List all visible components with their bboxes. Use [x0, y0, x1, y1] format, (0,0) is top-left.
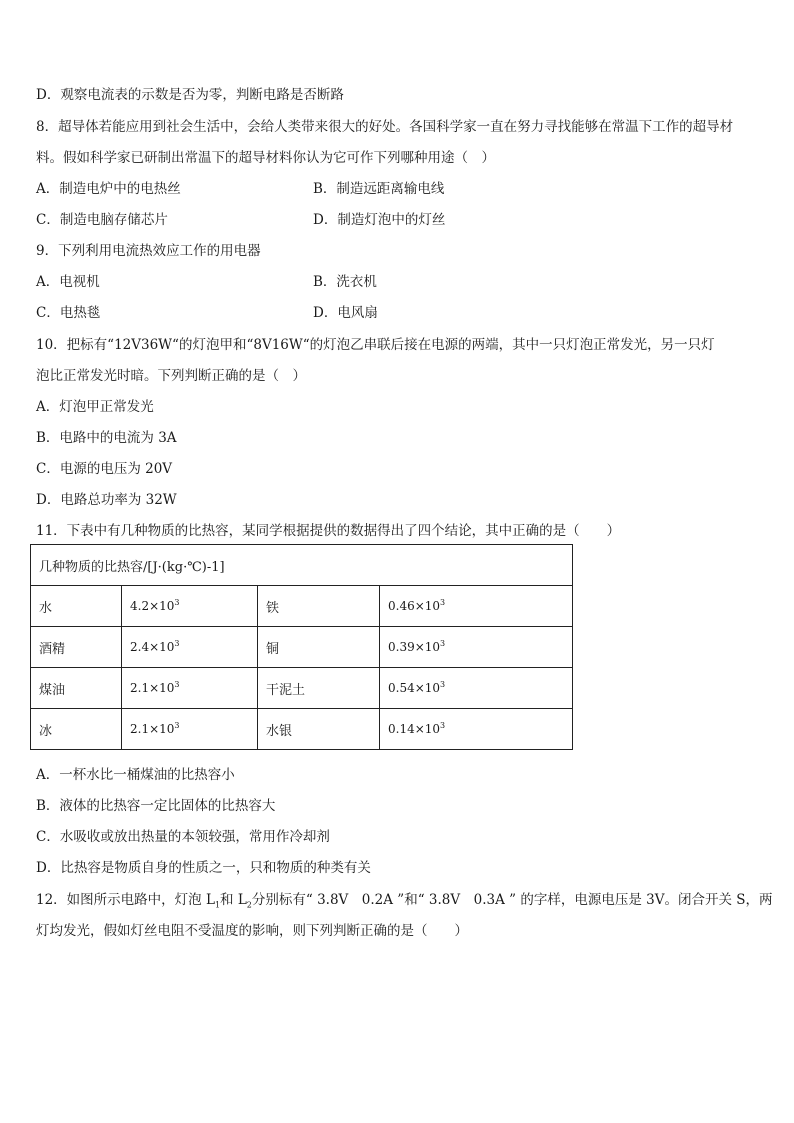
material-name: 冰: [31, 709, 122, 750]
q10-option-a: A．灯泡甲正常发光: [36, 399, 154, 415]
table-row: [31, 586, 573, 627]
q10-option-d: D．电路总功率为 32W: [36, 492, 177, 508]
material-name: 酒精: [31, 627, 122, 668]
q10-stem-line-1: 10．把标有“12V36W“的灯泡甲和“8V16W“的灯泡乙串联后接在电源的两端，其中一只灯泡正常发光，另一只灯: [36, 337, 715, 353]
table-header-row: [31, 545, 573, 586]
q10-option-c: C．电源的电压为 20V: [36, 461, 173, 477]
q11-option-d: D．比热容是物质自身的性质之一，只和物质的种类有关: [36, 860, 371, 876]
q8-option-d: D．制造灯泡中的灯丝: [313, 212, 446, 228]
q12-stem-line-2: 灯均发光，假如灯丝电阻不受温度的影响，则下列判断正确的是（ ）: [36, 923, 468, 939]
specific-heat-value: $0.14\times 10^3$: [380, 709, 573, 750]
table-header: 几种物质的比热容/[J·(kg·℃)-1]: [31, 545, 573, 586]
material-name: 铁: [258, 586, 380, 627]
q11-option-a: A．一杯水比一桶煤油的比热容小: [36, 767, 235, 783]
specific-heat-value: $2.4\times 10^3$: [122, 627, 258, 668]
material-name: 铜: [258, 627, 380, 668]
q8-option-b: B．制造远距离输电线: [313, 181, 445, 197]
material-name: 水银: [258, 709, 380, 750]
specific-heat-value: $0.54\times 10^3$: [380, 668, 573, 709]
q8-option-c: C．制造电脑存储芯片: [36, 212, 168, 228]
table-row: [31, 668, 573, 709]
specific-heat-value: $2.1\times 10^3$: [122, 709, 258, 750]
specific-heat-table: [30, 544, 573, 750]
q9-option-b: B．洗衣机: [313, 274, 377, 290]
q9-option-c: C．电热毯: [36, 305, 101, 321]
q9-option-d: D．电风扇: [313, 305, 378, 321]
specific-heat-value: $4.2\times 10^3$: [122, 586, 258, 627]
q10-stem-line-2: 泡比正常发光时暗。下列判断正确的是（ ）: [36, 368, 306, 384]
q11-option-b: B．液体的比热容一定比固体的比热容大: [36, 798, 276, 814]
table-row: [31, 627, 573, 668]
q8-option-a: A．制造电炉中的电热丝: [36, 181, 181, 197]
q11-option-c: C．水吸收或放出热量的本领较强，常用作冷却剂: [36, 829, 330, 845]
material-name: 水: [31, 586, 122, 627]
q10-option-b: B．电路中的电流为 3A: [36, 430, 177, 446]
q9-option-a: A．电视机: [36, 274, 100, 290]
q8-stem-line-1: 8．超导体若能应用到社会生活中，会给人类带来很大的好处。各国科学家一直在努力寻找能够在常温下工作的超导材: [36, 119, 734, 135]
specific-heat-value: $0.39\times 10^3$: [380, 627, 573, 668]
material-name: 干泥土: [258, 668, 380, 709]
q8-stem-line-2: 料。假如科学家已研制出常温下的超导材料你认为它可作下列哪种用途（ ）: [36, 150, 495, 166]
q7-option-d: D．观察电流表的示数是否为零，判断电路是否断路: [36, 87, 344, 103]
q9-stem: 9．下列利用电流热效应工作的用电器: [36, 243, 261, 259]
table-row: [31, 709, 573, 750]
material-name: 煤油: [31, 668, 122, 709]
specific-heat-value: $2.1\times 10^3$: [122, 668, 258, 709]
q12-stem-line-1: 12．如图所示电路中，灯泡 $L_1$和 $L_2$分别标有“ 3.8V 0.2A ”和“ 3.8V 0.3A ” 的字样，电源电压是 3V。闭合开关 S，两: [36, 892, 773, 910]
specific-heat-value: $0.46\times 10^3$: [380, 586, 573, 627]
q11-stem: 11．下表中有几种物质的比热容，某同学根据提供的数据得出了四个结论，其中正确的是（ ）: [36, 523, 621, 539]
